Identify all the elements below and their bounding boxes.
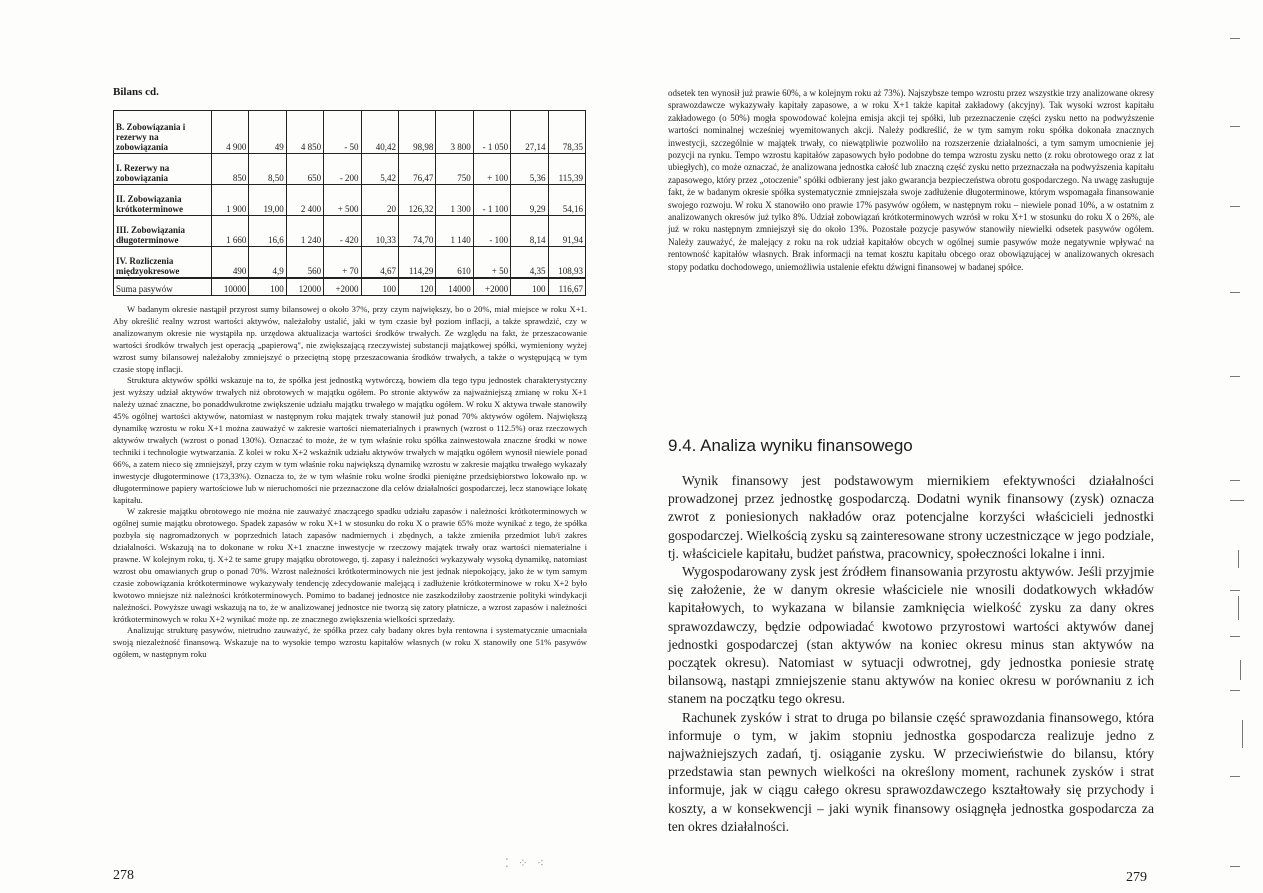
table-cell: 14000 <box>436 278 473 296</box>
table-cell: 2 400 <box>286 185 323 216</box>
table-cell: 4,9 <box>249 247 286 279</box>
table-cell: 10000 <box>212 278 249 296</box>
table-row <box>114 216 586 247</box>
table-cell: 116,67 <box>548 278 585 296</box>
table-cell: 108,93 <box>548 247 585 279</box>
paragraph: W badanym okresie nastąpił przyrost sumy bilansowej o około 37%, przy czym największy, bo o 20%, miał miejsce w roku X+1. Aby określić realny wzrost wartości aktywów, należałoby ustalić, jaki w tym czasie był poziom inflacji, a także sprawdzić, czy w analizowanym okresie nie wystąpiła np. urzędowa aktualizacja wartości środków trwałych. Ze względu na fakt, że przeszacowanie wartości środków trwałych jest operacją „papierową", nie zwiększającą rzeczywistej substancji majątkowej spółki, wymieniony wyżej wzrost sumy bilansowej należałoby zmniejszyć o przeciętną stopę przeszacowania środków trwałych, a także o występującą w tym czasie stopę inflacji. <box>113 304 587 374</box>
table-cell: 650 <box>286 154 323 185</box>
table-cell: 850 <box>212 154 249 185</box>
right-page <box>632 0 1263 893</box>
row-label: IV. Rozliczenia międzyokresowe <box>114 247 212 279</box>
table-cell: 91,94 <box>548 216 585 247</box>
table-cell: 750 <box>436 154 473 185</box>
left-body-text <box>113 304 587 661</box>
table-cell: - 1 100 <box>473 185 510 216</box>
table-cell: 98,98 <box>398 111 435 154</box>
right-body-text <box>668 472 1154 836</box>
table-cell: 5,42 <box>361 154 398 185</box>
table-cell: 120 <box>398 278 435 296</box>
table-row <box>114 247 586 279</box>
table-total-row <box>114 278 586 296</box>
table-cell: 100 <box>249 278 286 296</box>
table-cell: 4,35 <box>511 247 548 279</box>
balance-table <box>113 110 586 296</box>
paragraph: odsetek ten wynosił już prawie 60%, a w kolejnym roku aż 73%). Najszybsze tempo wzrostu przez wszystkie trzy analizowane okresy sprawozdawcze wykazywały kapitały zapasowe, a w roku X+1 także kapitał zakładowy (akcyjny). Tak wysoki wzrost kapitału zakładowego (o 50%) mogła spowodować kolejna emisja akcji tej spółki, lub przeznaczenie części zysku netto na podwyższenie wartości nominalnej wcześniej wyemitowanych akcji. Należy podkreślić, że w tym samym roku spółka dokonała znacznych inwestycji, szczególnie w majątek trwały, co niewątpliwie pozwoliło na rozszerzenie działalności, a tym samym umocnienie jej pozycji na rynku. Tempo wzrostu kapitałów zapasowych było podobne do tempa wzrostu zysku netto (z roku obrotowego oraz z lat ubiegłych), co może oznaczać, że analizowana jednostka całość lub znaczną część zysku netto przeznaczała na podwyższenia kapitału zapasowego, który przez „otoczenie" spółki odbierany jest jako gwarancja bezpieczeństwa obrotu gospodarczego. Na uwagę zasługuje fakt, że w badanym okresie spółka systematycznie zmniejszała swoje zadłużenie długoterminowe, którym wspomagała finansowanie swojego rozwoju. W roku X stanowiło ono prawie 17% pasywów ogółem, w następnym roku – niewiele ponad 10%, a w ostatnim z analizowanych okresów już tylko 8%. Udział zobowiązań krótkoterminowych wzrósł w roku X+1 w stosunku do roku X o 26%, ale już w roku następnym zmniejszył się do około 13%. Pozostałe pozycje pasywów stanowiły niewielki odsetek pasywów ogółem. Należy zauważyć, że malejący z roku na rok udział kapitałów obcych w ogólnej sumie pasywów może negatywnie wpływać na rentowność kapitałów własnych. Brak informacji na temat kosztu kapitału obcego oraz obowiązującej w analizowanych okresach stopy podatku dochodowego, uniemożliwia ustalenie efektu dźwigni finansowej w badanej spółce. <box>668 88 1154 272</box>
table-row <box>114 154 586 185</box>
scan-smudge: ⁚ ⁘ ⁖ <box>505 856 547 870</box>
table-cell: 9,29 <box>511 185 548 216</box>
table-cell: 19,00 <box>249 185 286 216</box>
page-number: 279 <box>1126 870 1147 885</box>
table-cell: 27,14 <box>511 111 548 154</box>
right-top-text <box>668 87 1154 273</box>
table-cell: + 70 <box>324 247 361 279</box>
table-cell: 78,35 <box>548 111 585 154</box>
table-cell: +2000 <box>473 278 510 296</box>
table-cell: 40,42 <box>361 111 398 154</box>
table-cell: 16,6 <box>249 216 286 247</box>
table-cell: - 50 <box>324 111 361 154</box>
table-cell: + 100 <box>473 154 510 185</box>
table-cell: - 1 050 <box>473 111 510 154</box>
table-cell: 5,36 <box>511 154 548 185</box>
table-cell: 114,29 <box>398 247 435 279</box>
table-cell: - 200 <box>324 154 361 185</box>
table-cell: - 420 <box>324 216 361 247</box>
table-cell: 8,50 <box>249 154 286 185</box>
paragraph: Wygospodarowany zysk jest źródłem finansowania przyrostu aktywów. Jeśli przyjmie się założenie, że w danym okresie właściciele nie wnosili dodatkowych wkładów kapitałowych, to wykazana w bilansie zamknięcia wielkość zysku za dany okres sprawozdawczy, będzie odpowiadać kwotowo przyrostowi wartości aktywów danej jednostki gospodarczej (stan aktywów na koniec okresu minus stan aktywów na początek okresu). Natomiast w sytuacji odwrotnej, gdy jednostka poniesie stratę bilansową, nastąpi zmniejszenie stanu aktywów na koniec okresu w porównaniu z ich stanem na początku tego okresu. <box>668 564 1154 707</box>
table-cell: 1 300 <box>436 185 473 216</box>
table-cell: 76,47 <box>398 154 435 185</box>
table-cell: 126,32 <box>398 185 435 216</box>
table-cell: +2000 <box>324 278 361 296</box>
paragraph: W zakresie majątku obrotowego nie można nie zauważyć znaczącego spadku udziału zapasów i należności krótkoterminowych w ogólnej sumie majątku obrotowego. Spadek zapasów w roku X+1 w stosunku do roku X o prawie 65% może wynikać z tego, że spółka pozbyła się nagromadzonych w poprzednich latach zapasów nadmiernych i zbędnych, a także zmieniła przedmiot lub/i zakres działalności. Wskazują na to dokonane w roku X+1 znaczne inwestycje w rzeczowy majątek trwały oraz wartości niematerialne i prawne. W kolejnym roku, tj. X+2 te same grupy majątku obrotowego, tj. zapasy i należności wykazywały wysoką dynamikę, natomiast wzrost obu omawianych grup o ponad 70%. Wzrost należności krótkoterminowych nie jest jednak niepokojący, jako że w tym samym czasie zobowiązania krótkoterminowe wykazywały tendencję zdecydowanie malejącą i zadłużenie krótkoterminowe w roku X+2 było kwotowo mniejsze niż należności krótkoterminowych. Pomimo to badanej jednostce nie zaszkodziłoby zaostrzenie polityki windykacji należności. Powyższe uwagi wskazują na to, że w analizowanej jednostce nie tworzą się zatory płatnicze, a wzrost zapasów i należności krótkoterminowych w roku X+2 wynikać może np. ze znacznego zwiększenia wielkości sprzedaży. <box>113 506 587 624</box>
table-cell: 610 <box>436 247 473 279</box>
table-cell: 4,67 <box>361 247 398 279</box>
table-cell: + 500 <box>324 185 361 216</box>
table-cell: 1 660 <box>212 216 249 247</box>
table-cell: 3 800 <box>436 111 473 154</box>
row-label: II. Zobowiązania krótkoterminowe <box>114 185 212 216</box>
table-cell: 1 900 <box>212 185 249 216</box>
table-cell: 100 <box>511 278 548 296</box>
paragraph: Analizując strukturę pasywów, nietrudno zauważyć, że spółka przez cały badany okres była rentowna i systematycznie umacniała swoją niezależność finansową. Wskazuje na to wysokie tempo wzrostu kapitałów własnych (w roku X stanowiły one 51% pasywów ogółem, w następnym roku <box>113 625 587 660</box>
row-label: III. Zobowiązania długoterminowe <box>114 216 212 247</box>
table-cell: 560 <box>286 247 323 279</box>
page-number: 278 <box>113 868 134 883</box>
paragraph: Rachunek zysków i strat to druga po bilansie część sprawozdania finansowego, która informuje o tym, w jakim stopniu jednostka gospodarcza realizuje jedno z najważniejszych zadań, tj. osiąganie zysku. W przeciwieństwie do bilansu, który przedstawia stan pewnych wielkości na określony moment, rachunek zysków i strat informuje, jak w ciągu całego okresu sprawozdawczego kształtowały się przychody i koszty, a w konsekwencji – jaki wynik finansowy osiągnęła jednostka gospodarcza za ten okres działalności. <box>668 709 1154 834</box>
row-label: I. Rezerwy na zobowiązania <box>114 154 212 185</box>
paragraph: Struktura aktywów spółki wskazuje na to, że spółka jest jednostką wytwórczą, bowiem dla tego typu jednostek charakterystyczny jest wyższy udział aktywów trwałych niż obrotowych w majątku ogółem. Po stronie aktywów za najważniejszą zmianę w roku X+1 należy uznać znaczne, bo ponaddwukrotne zwiększenie udziału majątku trwałego w majątku ogółem. W roku X aktywa trwałe stanowiły 45% ogólnej wartości aktywów, natomiast w następnym roku majątek trwały stanowił już ponad 70% aktywów ogółem. Największą dynamikę wzrostu w roku X+1 można zauważyć w zakresie wartości niematerialnych i prawnych (wzrost o 112.5%) oraz rzeczowych aktywów trwałych (wzrost o ponad 130%). Oznaczać to może, że w tym właśnie roku spółka zainwestowała znaczne środki w nowe techniki i technologie wytwarzania. Z kolei w roku X+2 wskaźnik udziału aktywów trwałych w majątku ogółem wynosił niewiele ponad 66%, a zatem nieco się zmniejszył, przy czym w tym właśnie roku największą dynamikę wzrostu w zakresie majątku trwałego wykazały inwestycje długoterminowe (173,33%). Oznacza to, że w tym właśnie roku wolne środki pieniężne przedsiębiorstwo lokowało np. w długoterminowe papiery wartościowe lub w nieruchomości nie przeznaczone dla celów działalności gospodarczej, lecz stanowiące lokatę kapitału. <box>113 375 587 505</box>
row-label: B. Zobowiązania i rezerwy na zobowiązania <box>114 111 212 154</box>
table-cell: 20 <box>361 185 398 216</box>
table-row <box>114 185 586 216</box>
section-heading: 9.4. Analiza wyniku finansowego <box>668 436 913 455</box>
table-cell: 54,16 <box>548 185 585 216</box>
table-cell: 10,33 <box>361 216 398 247</box>
row-label: Suma pasywów <box>114 278 212 296</box>
table-cell: 4 900 <box>212 111 249 154</box>
table-cell: 8,14 <box>511 216 548 247</box>
scan-edge-marks <box>1220 30 1260 880</box>
table-cell: - 100 <box>473 216 510 247</box>
table-cell: 74,70 <box>398 216 435 247</box>
table-cell: + 50 <box>473 247 510 279</box>
table-caption: Bilans cd. <box>113 86 159 98</box>
table-cell: 1 240 <box>286 216 323 247</box>
paragraph: Wynik finansowy jest podstawowym miernikiem efektywności działalności prowadzonej przez jednostkę gospodarczą. Dodatni wynik finansowy (zysk) oznacza zwrot z poniesionych nakładów oraz potencjalne korzyści właścicieli jednostki gospodarczej. Wielkością zysku są zainteresowane strony uczestniczące w jego podziale, tj. właściciele kapitału, budżet państwa, pracownicy, społeczności lokalne i inni. <box>668 473 1154 561</box>
table-cell: 490 <box>212 247 249 279</box>
table-cell: 49 <box>249 111 286 154</box>
table-cell: 1 140 <box>436 216 473 247</box>
table-cell: 100 <box>361 278 398 296</box>
table-cell: 115,39 <box>548 154 585 185</box>
table-cell: 4 850 <box>286 111 323 154</box>
table-row <box>114 111 586 154</box>
table-cell: 12000 <box>286 278 323 296</box>
